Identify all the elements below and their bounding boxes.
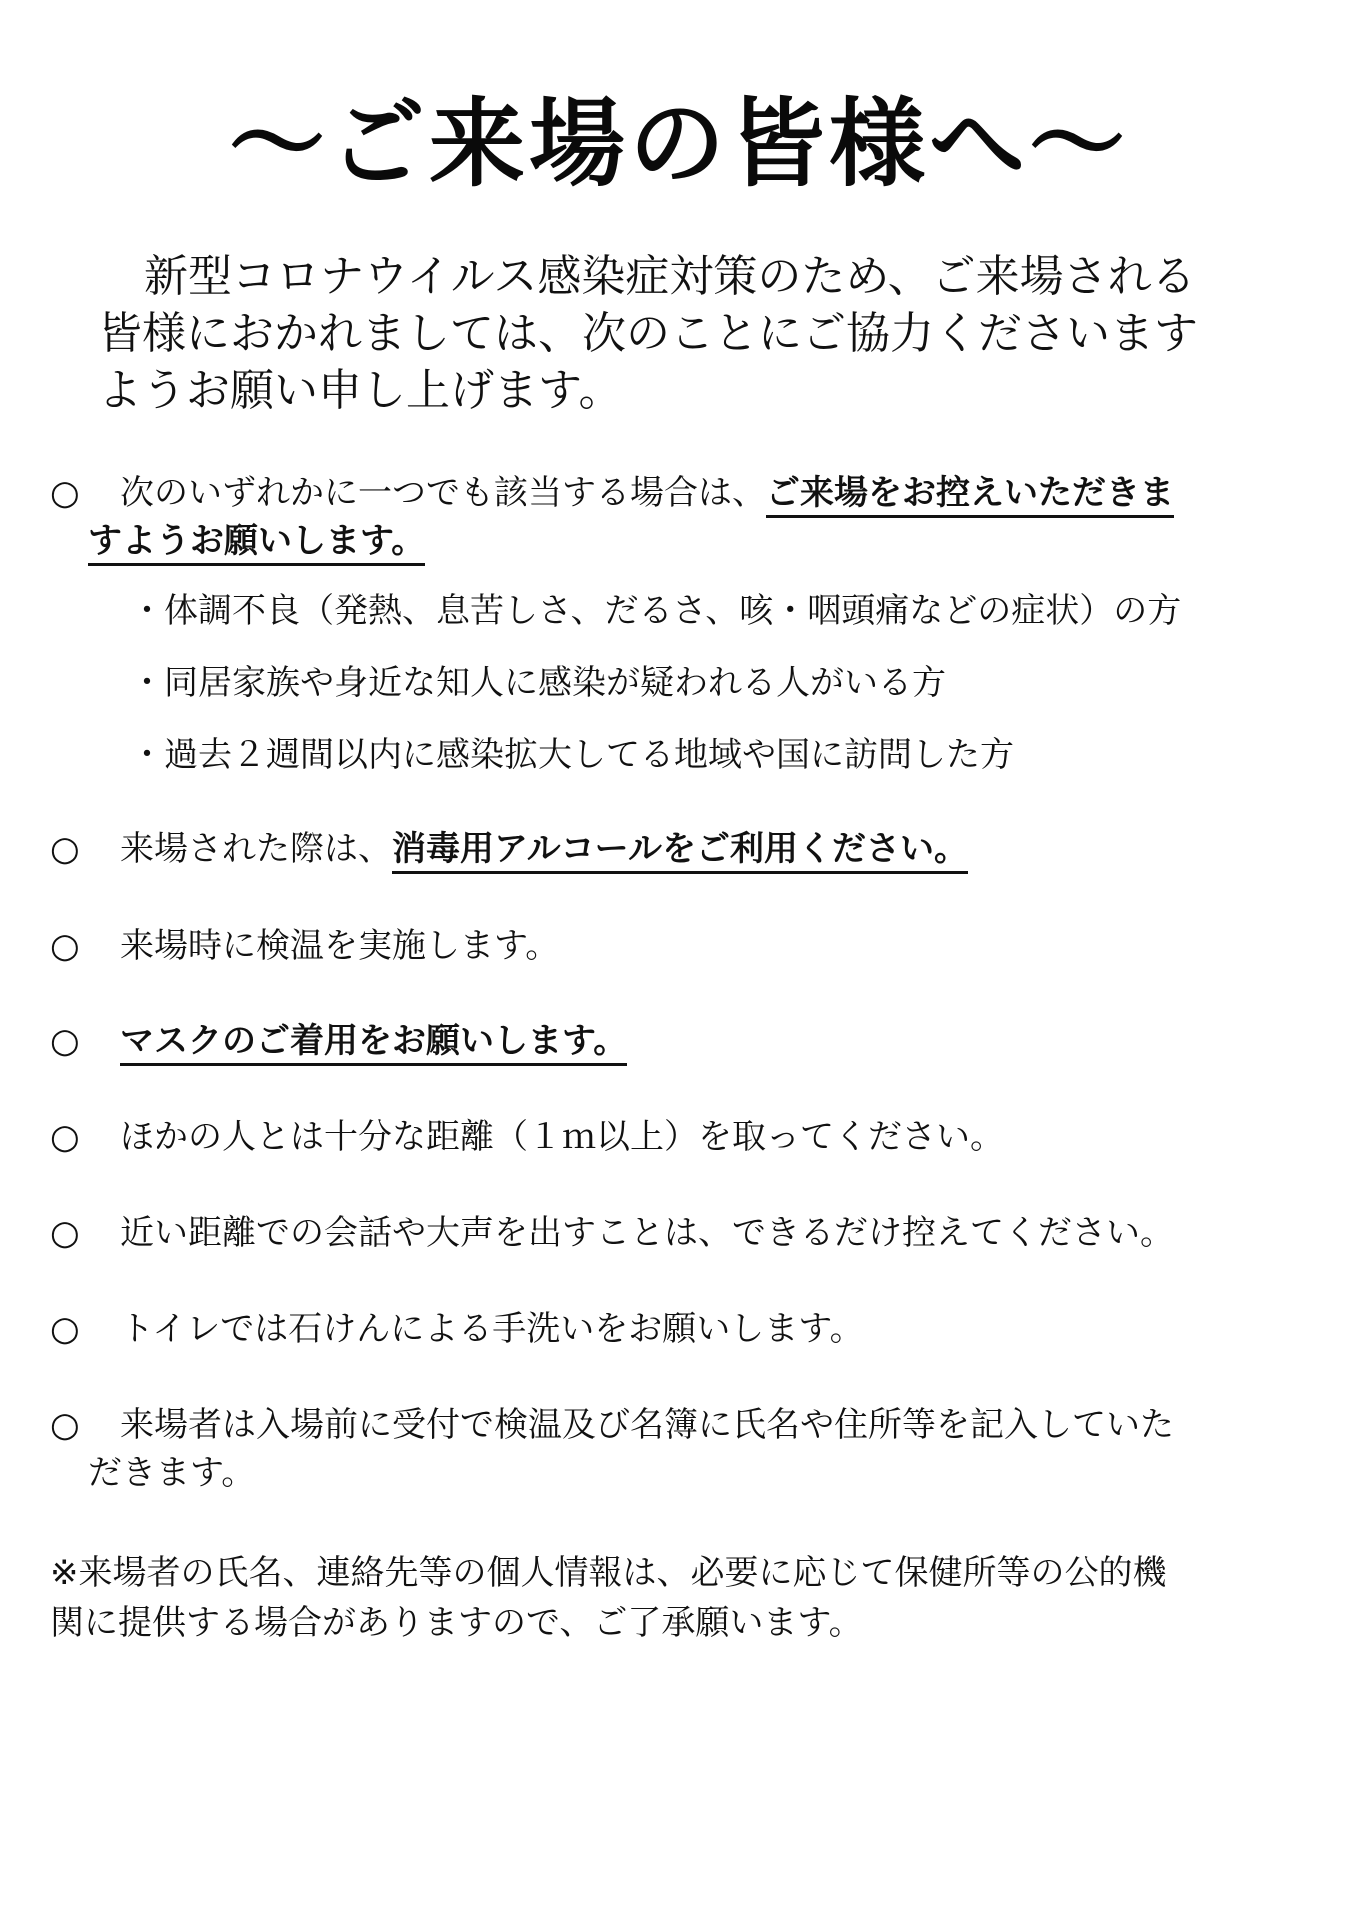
privacy-note: [50, 1548, 1280, 1648]
circle-bullet-icon: ○: [50, 926, 80, 966]
notice-item-mask: [50, 1017, 1280, 1065]
item-emphasis: 消毒用アルコールをご利用ください。: [392, 829, 968, 874]
circle-bullet-icon: ○: [50, 1117, 80, 1157]
intro-line: ようお願い申し上げます。: [98, 365, 623, 416]
item-text: トイレでは石けんによる手洗いをお願いします。: [120, 1309, 864, 1349]
note-line: 関に提供する場合がありますので、ご了承願います。: [50, 1603, 863, 1643]
item-text-cont: だきます。: [88, 1453, 256, 1493]
item-text: 次のいずれかに一つでも該当する場合は、: [120, 473, 766, 513]
circle-bullet-icon: ○: [50, 1213, 80, 1253]
item-emphasis: ご来場をお控えいただきま: [766, 473, 1174, 518]
notice-item-alcohol: [50, 825, 1280, 873]
item-text: 来場時に検温を実施します。: [120, 926, 560, 966]
notice-item-refrain: [50, 469, 1280, 565]
item-text: 来場者は入場前に受付で検温及び名簿に氏名や住所等を記入していた: [120, 1405, 1174, 1445]
circle-bullet-icon: ○: [50, 1309, 80, 1349]
sub-item: ・同居家族や身近な知人に感染が疑われる人がいる方: [130, 663, 946, 703]
item-emphasis-cont: すようお願いします。: [88, 521, 425, 566]
item-text: ほかの人とは十分な距離（１ｍ以上）を取ってください。: [120, 1117, 1004, 1157]
sub-item: ・体調不良（発熱、息苦しさ、だるさ、咳・咽頭痛などの症状）の方: [130, 591, 1182, 631]
circle-bullet-icon: ○: [50, 1021, 80, 1061]
item-text: 来場された際は、: [120, 829, 392, 869]
item-emphasis: マスクのご着用をお願いします。: [120, 1021, 627, 1066]
circle-bullet-icon: ○: [50, 1405, 80, 1445]
intro-line: 皆様におかれましては、次のことにご協力くださいます: [98, 308, 1198, 359]
notice-item-handwash: [50, 1305, 1280, 1353]
sub-item: ・過去２週間以内に感染拡大してる地域や国に訪問した方: [130, 735, 1014, 775]
page-title: ～ご来場の皆様へ～: [229, 88, 1129, 200]
notice-item-temperature: [50, 922, 1280, 970]
notice-item-registration: [50, 1401, 1280, 1497]
intro-paragraph: [98, 248, 1278, 419]
intro-line: 新型コロナウイルス感染症対策のため、ご来場される: [144, 251, 1196, 302]
note-line: ※来場者の氏名、連絡先等の個人情報は、必要に応じて保健所等の公的機: [50, 1553, 1167, 1593]
notice-item-distance: [50, 1113, 1280, 1161]
circle-bullet-icon: ○: [50, 829, 80, 869]
item-text: 近い距離での会話や大声を出すことは、できるだけ控えてください。: [120, 1213, 1174, 1253]
notice-item-conversation: [50, 1209, 1280, 1257]
circle-bullet-icon: ○: [50, 473, 80, 513]
